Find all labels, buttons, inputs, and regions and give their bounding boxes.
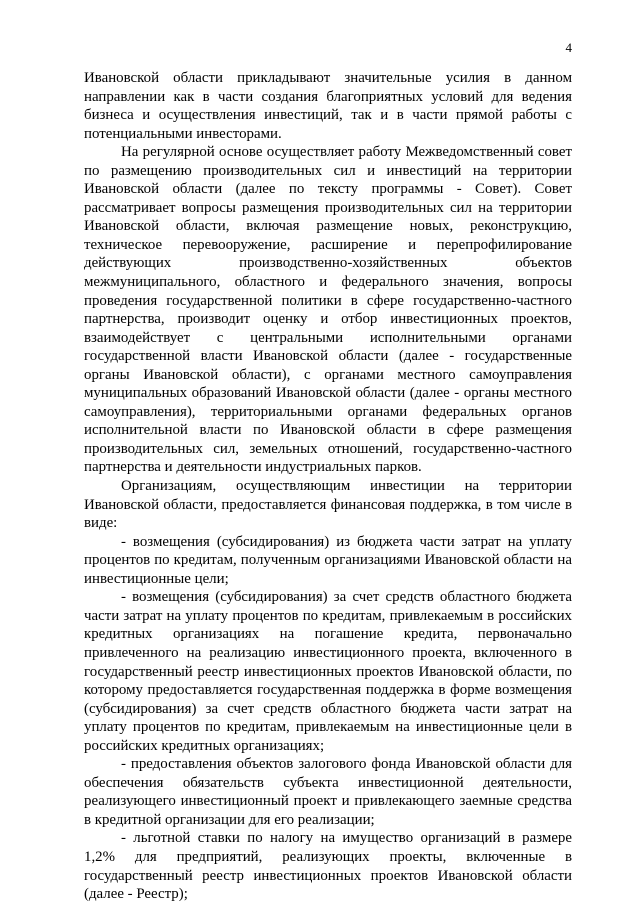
list-item-property-tax-rate: - льготной ставки по налогу на имущество организаций в размере 1,2% для предприятий, реализующих проекты, включенные в государственный реестр инвестиционных проектов Ивановской области (далее - Реестр); (84, 830, 572, 903)
paragraph-intro-continuation: Ивановской области прикладывают значительные усилия в данном направлении как в части создания благоприятных условий для ведения бизнеса и осуществления инвестиций, так и в части прямой работы с потенциальными инвесторами. (84, 70, 572, 142)
list-item-subsidy-refinancing: - возмещения (субсидирования) за счет средств областного бюджета части затрат на уплату процентов по кредитам, привлекаемым в российских кредитных организациях на погашение кредита, первоначально привлеченного на реализацию инвестиционного проекта, включенного в государственный реестр инвестиционных проектов Ивановской области, по которому предоставляется государственная поддержка в форме возмещения (субсидирования) за счет средств областного бюджета части затрат на уплату процентов по кредитам, привлекаемым на инвестиционные цели в российских кредитных организациях; (84, 589, 572, 754)
paragraph-financial-support: Организациям, осуществляющим инвестиции на территории Ивановской области, предоставляется финансовая поддержка, в том числе в виде: (84, 478, 572, 532)
list-item-collateral-fund: - предоставления объектов залогового фонда Ивановской области для обеспечения обязательств субъекта инвестиционной деятельности, реализующего инвестиционный проект и привлекающего заемные средства в кредитной организации для его реализации; (84, 756, 572, 828)
body-text (84, 69, 572, 904)
page-number: 4 (565, 40, 572, 55)
list-item-subsidy-credit-interest: - возмещения (субсидирования) из бюджета части затрат на уплату процентов по кредитам, полученным организациями Ивановской области на инвестиционные цели; (84, 533, 572, 587)
paragraph-council: На регулярной основе осуществляет работу Межведомственный совет по размещению производительных сил и инвестиций на территории Ивановской области (далее по тексту программы - Совет). Совет рассматривает вопросы размещения производительных сил на территории Ивановской области, включая размещение новых, реконструкцию, техническое перевооружение, расширение и перепрофилирование действующих производственно-хозяйственных объектов межмуниципального, областного и федерального значения, вопросы проведения государственной политики в сфере государственно-частного партнерства, производит оценку и отбор инвестиционных проектов, взаимодействует с центральными исполнительными органами государственной власти Ивановской области (далее - государственные органы Ивановской области), с органами местного самоуправления муниципальных образований Ивановской области (далее - органы местного самоуправления), территориальными органами федеральных органов исполнительной власти по Ивановской области в сфере размещения производительных сил, земельных отношений, государственно-частного партнерства и деятельности индустриальных парков. (84, 144, 572, 476)
